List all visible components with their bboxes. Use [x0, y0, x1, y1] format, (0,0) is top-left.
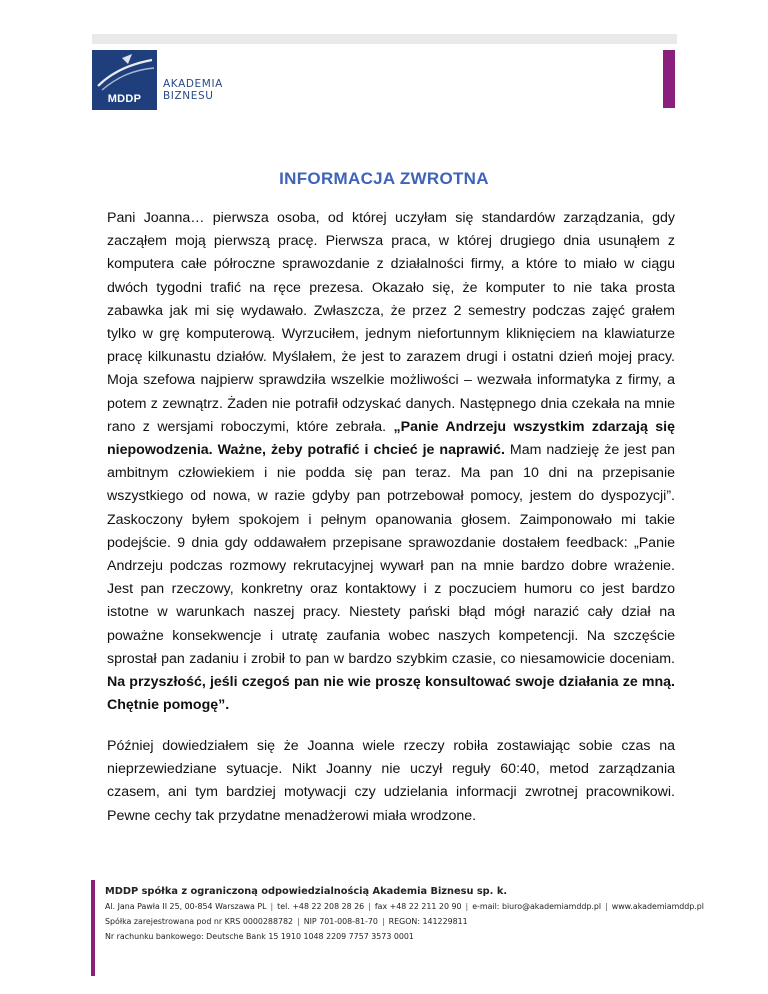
footer — [105, 884, 705, 944]
logo — [92, 50, 157, 110]
footer-krs: Spółka zarejestrowana pod nr KRS 0000288782 — [105, 917, 294, 926]
header-bar — [92, 34, 677, 44]
footer-nip: NIP 701-008-81-70 — [303, 917, 378, 926]
logo-mark: MDDP — [107, 93, 142, 105]
footer-fax: fax +48 22 211 20 90 — [374, 902, 462, 911]
footer-accent-bar — [91, 880, 95, 976]
footer-bank: Nr rachunku bankowego: Deutsche Bank 15 1910 1048 2209 7757 3573 0001 — [105, 932, 414, 941]
footer-address: Al. Jana Pawła II 25, 00-854 Warszawa PL — [105, 902, 267, 911]
logo-line-1: AKADEMIA — [163, 78, 223, 90]
paragraph-1-bold-quote: „Panie Andrzeju wszystkim zdarzają się niepowodzenia. Ważne, żeby potrafić i chcieć je naprawić. — [107, 418, 675, 459]
paragraph-1-text-a: Pani Joanna… pierwsza osoba, od której uczyłam się standardów zarządzania, gdy zacząłem moją pierwszą pracę. Pierwsza praca, w której drugiego dnia usunąłem z komputera całe półroczne sprawozdanie z działalności firmy, a które to miało w ciągu dwóch tygodni trafić na ręce prezesa. Okazało się, że komputer to nie taka prosta zabawka jak mi się wydawało. Zwłaszcza, że przez 2 semestry podczas zajęć grałem tylko w grę komputerową. Wyrzuciłem, jednym niefortunnym kliknięciem na klawiaturze pracę kilkunastu działów. Myślałem, że jest to zarazem drugi i ostatni dzień mojej pracy. Moja szefowa najpierw sprawdziła wszelkie możliwości – wezwała informatyka z firmy, a potem z zewnątrz. Żaden nie potrafił odzyskać danych. Następnego dnia czekała na mnie rano z wersjami roboczymi, które zebrała. — [107, 210, 675, 435]
footer-regon: REGON: 141229811 — [388, 917, 468, 926]
paragraph-1 — [107, 207, 675, 717]
header-accent-bar — [663, 50, 675, 108]
footer-tel: tel. +48 22 208 28 26 — [277, 902, 365, 911]
document-title: INFORMACJA ZWROTNA — [279, 169, 489, 188]
footer-contact: Al. Jana Pawła II 25, 00-854 Warszawa PL | tel. +48 22 208 28 26 | fax +48 22 211 20 90 | e-mail: biuro@akademiamddp.pl | www.akademiamddp.pl — [105, 902, 704, 911]
footer-company: MDDP spółka z ograniczoną odpowiedzialnością Akademia Biznesu sp. k. — [105, 886, 508, 897]
logo-wordmark — [163, 78, 223, 102]
footer-registration: Spółka zarejestrowana pod nr KRS 0000288782 | NIP 701-008-81-70 | REGON: 141229811 — [105, 917, 468, 926]
paragraph-1-text-b: Mam nadzieję że jest pan ambitnym człowiekiem i nie podda się pan teraz. Ma pan 10 dni na przepisanie wszystkiego od nowa, w razie gdyby pan potrzebował pomocy, jestem do dyspozycji”. Zaskoczony byłem spokojem i pełnym opanowania głosem. Zaimponowało mi takie podejście. 9 dnia gdy oddawałem przepisane sprawozdanie dostałem feedback: „Panie Andrzeju podczas rozmowy rekrutacyjnej wywarł pan na mnie bardzo dobre wrażenie. Jest pan rzeczowy, konkretny oraz kontaktowy i z poczuciem humoru co jest bardzo istotne w warunkach naszej pracy. Niestety pański błąd mógł narazić cały dział na poważne konsekwencje i utratę zaufania wobec naszych kompetencji. Na szczęście sprostał pan zadaniu i zrobił to pan w bardzo szybkim czasie, co niesamowicie doceniam. — [107, 442, 675, 667]
paragraph-2: Później dowiedziałem się że Joanna wiele rzeczy robiła zostawiając sobie czas na nieprzewiedziane sytuacje. Nikt Joanny nie uczył reguły 60:40, metod zarządzania czasem, ani tym bardziej motywacji czy udzielania informacji zwrotnej pracownikowi. Pewne cechy tak przydatne menadżerowi miała wrodzone. — [107, 738, 675, 824]
footer-website[interactable]: www.akademiamddp.pl — [611, 902, 704, 911]
paragraph-1-bold-closing: Na przyszłość, jeśli czegoś pan nie wie proszę konsultować swoje działania ze mną. Chętnie pomogę”. — [107, 674, 675, 714]
footer-email[interactable]: e-mail: biuro@akademiamddp.pl — [472, 902, 602, 911]
logo-line-2: BIZNESU — [163, 90, 214, 102]
